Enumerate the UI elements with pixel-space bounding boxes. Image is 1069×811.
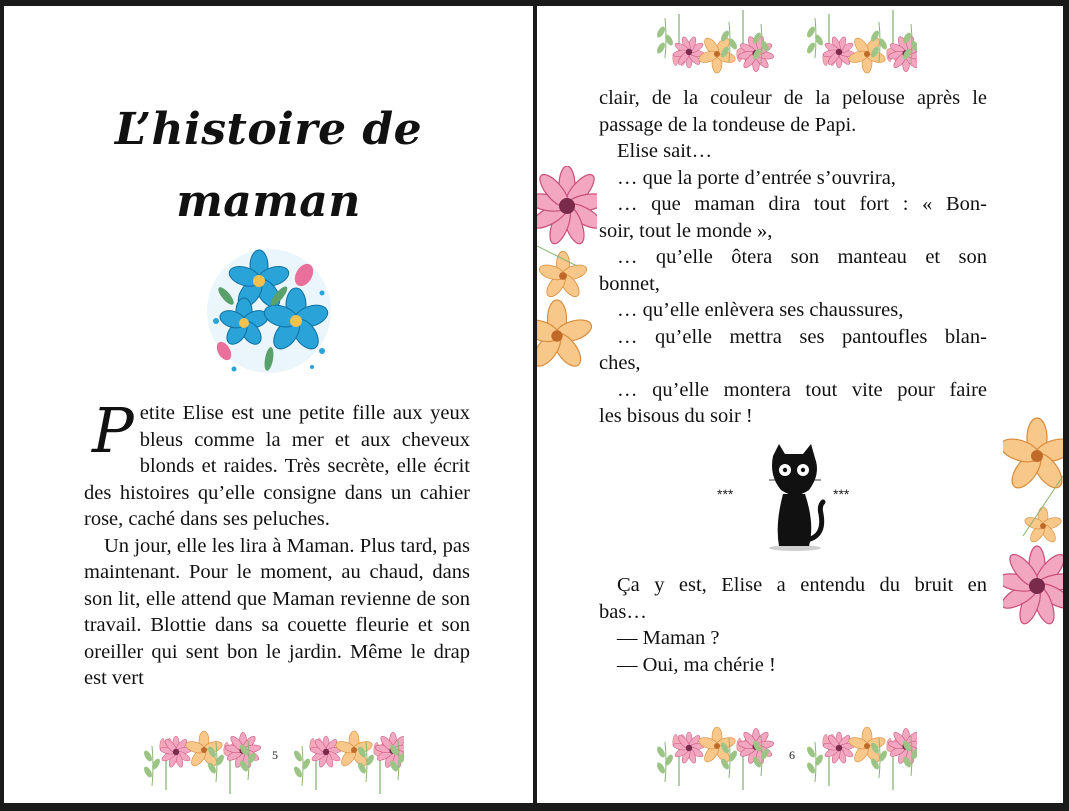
paragraph-2: Un jour, elle les lira à Maman. Plus tard, pas maintenant. Pour le moment, au chaud, dans son lit, elle attend que Maman revienne de son travail. Blottie dans sa couette fleurie et son oreiller qui sent bon le jardin. Même le drap est vert bbox=[84, 534, 470, 689]
floral-border-bottom-left bbox=[144, 728, 404, 803]
floral-border-right-side bbox=[1003, 416, 1063, 636]
floral-border-bottom-right bbox=[657, 718, 917, 803]
paragraph-1 bbox=[84, 394, 470, 533]
paragraph-1-text: etite Elise est une petite fille aux yeux bleus comme la mer et aux cheveux blonds et raides. Très secrète, elle écrit des histoires qu’elle consigne dans un cahier rose, caché dans ses peluches. bbox=[84, 402, 470, 530]
separator-stars-right: *** bbox=[833, 486, 850, 502]
text-line: clair, de la couleur de la pelouse après le bbox=[599, 87, 987, 109]
page-number: 6 bbox=[789, 748, 795, 762]
text-line: passage de la tondeuse de Papi. bbox=[599, 113, 857, 136]
title-line-1: L’histoire de bbox=[114, 104, 423, 155]
text-line: les bisous du soir ! bbox=[599, 405, 753, 427]
floral-border-top bbox=[657, 6, 917, 74]
blue-flower-bouquet-icon bbox=[204, 241, 334, 381]
right-body-text bbox=[599, 85, 987, 430]
text-line: bonnet, bbox=[599, 272, 660, 295]
text-line: ches, bbox=[599, 352, 641, 374]
left-page bbox=[4, 6, 533, 803]
text-line: … qu’elle mettra ses pantoufles blan- bbox=[617, 325, 987, 348]
text-line: — Maman ? bbox=[617, 627, 720, 649]
chapter-title bbox=[4, 94, 533, 238]
right-page bbox=[537, 6, 1063, 803]
text-line: soir, tout le monde », bbox=[599, 219, 773, 242]
title-line-2: maman bbox=[176, 176, 361, 227]
floral-border-left-side bbox=[537, 166, 597, 376]
page-number: 5 bbox=[272, 748, 278, 762]
right-body-text-2 bbox=[599, 572, 987, 678]
left-body-text bbox=[84, 394, 470, 692]
black-cat-illustration bbox=[765, 444, 827, 552]
text-line: … que maman dira tout fort : « Bon- bbox=[617, 193, 987, 215]
text-line: — Oui, ma chérie ! bbox=[617, 653, 776, 676]
drop-cap: P bbox=[92, 394, 134, 467]
text-line: Ça y est, Elise a entendu du bruit en bbox=[617, 574, 987, 596]
text-line: … que la porte d’entrée s’ouvrira, bbox=[617, 166, 896, 189]
text-line: bas… bbox=[599, 600, 647, 623]
text-line: … qu’elle montera tout vite pour faire bbox=[617, 378, 987, 401]
text-line: … qu’elle enlèvera ses chaussures, bbox=[617, 299, 904, 321]
text-line: … qu’elle ôtera son manteau et son bbox=[617, 246, 987, 268]
separator-stars-left: *** bbox=[717, 486, 734, 502]
text-line: Elise sait… bbox=[617, 140, 713, 162]
